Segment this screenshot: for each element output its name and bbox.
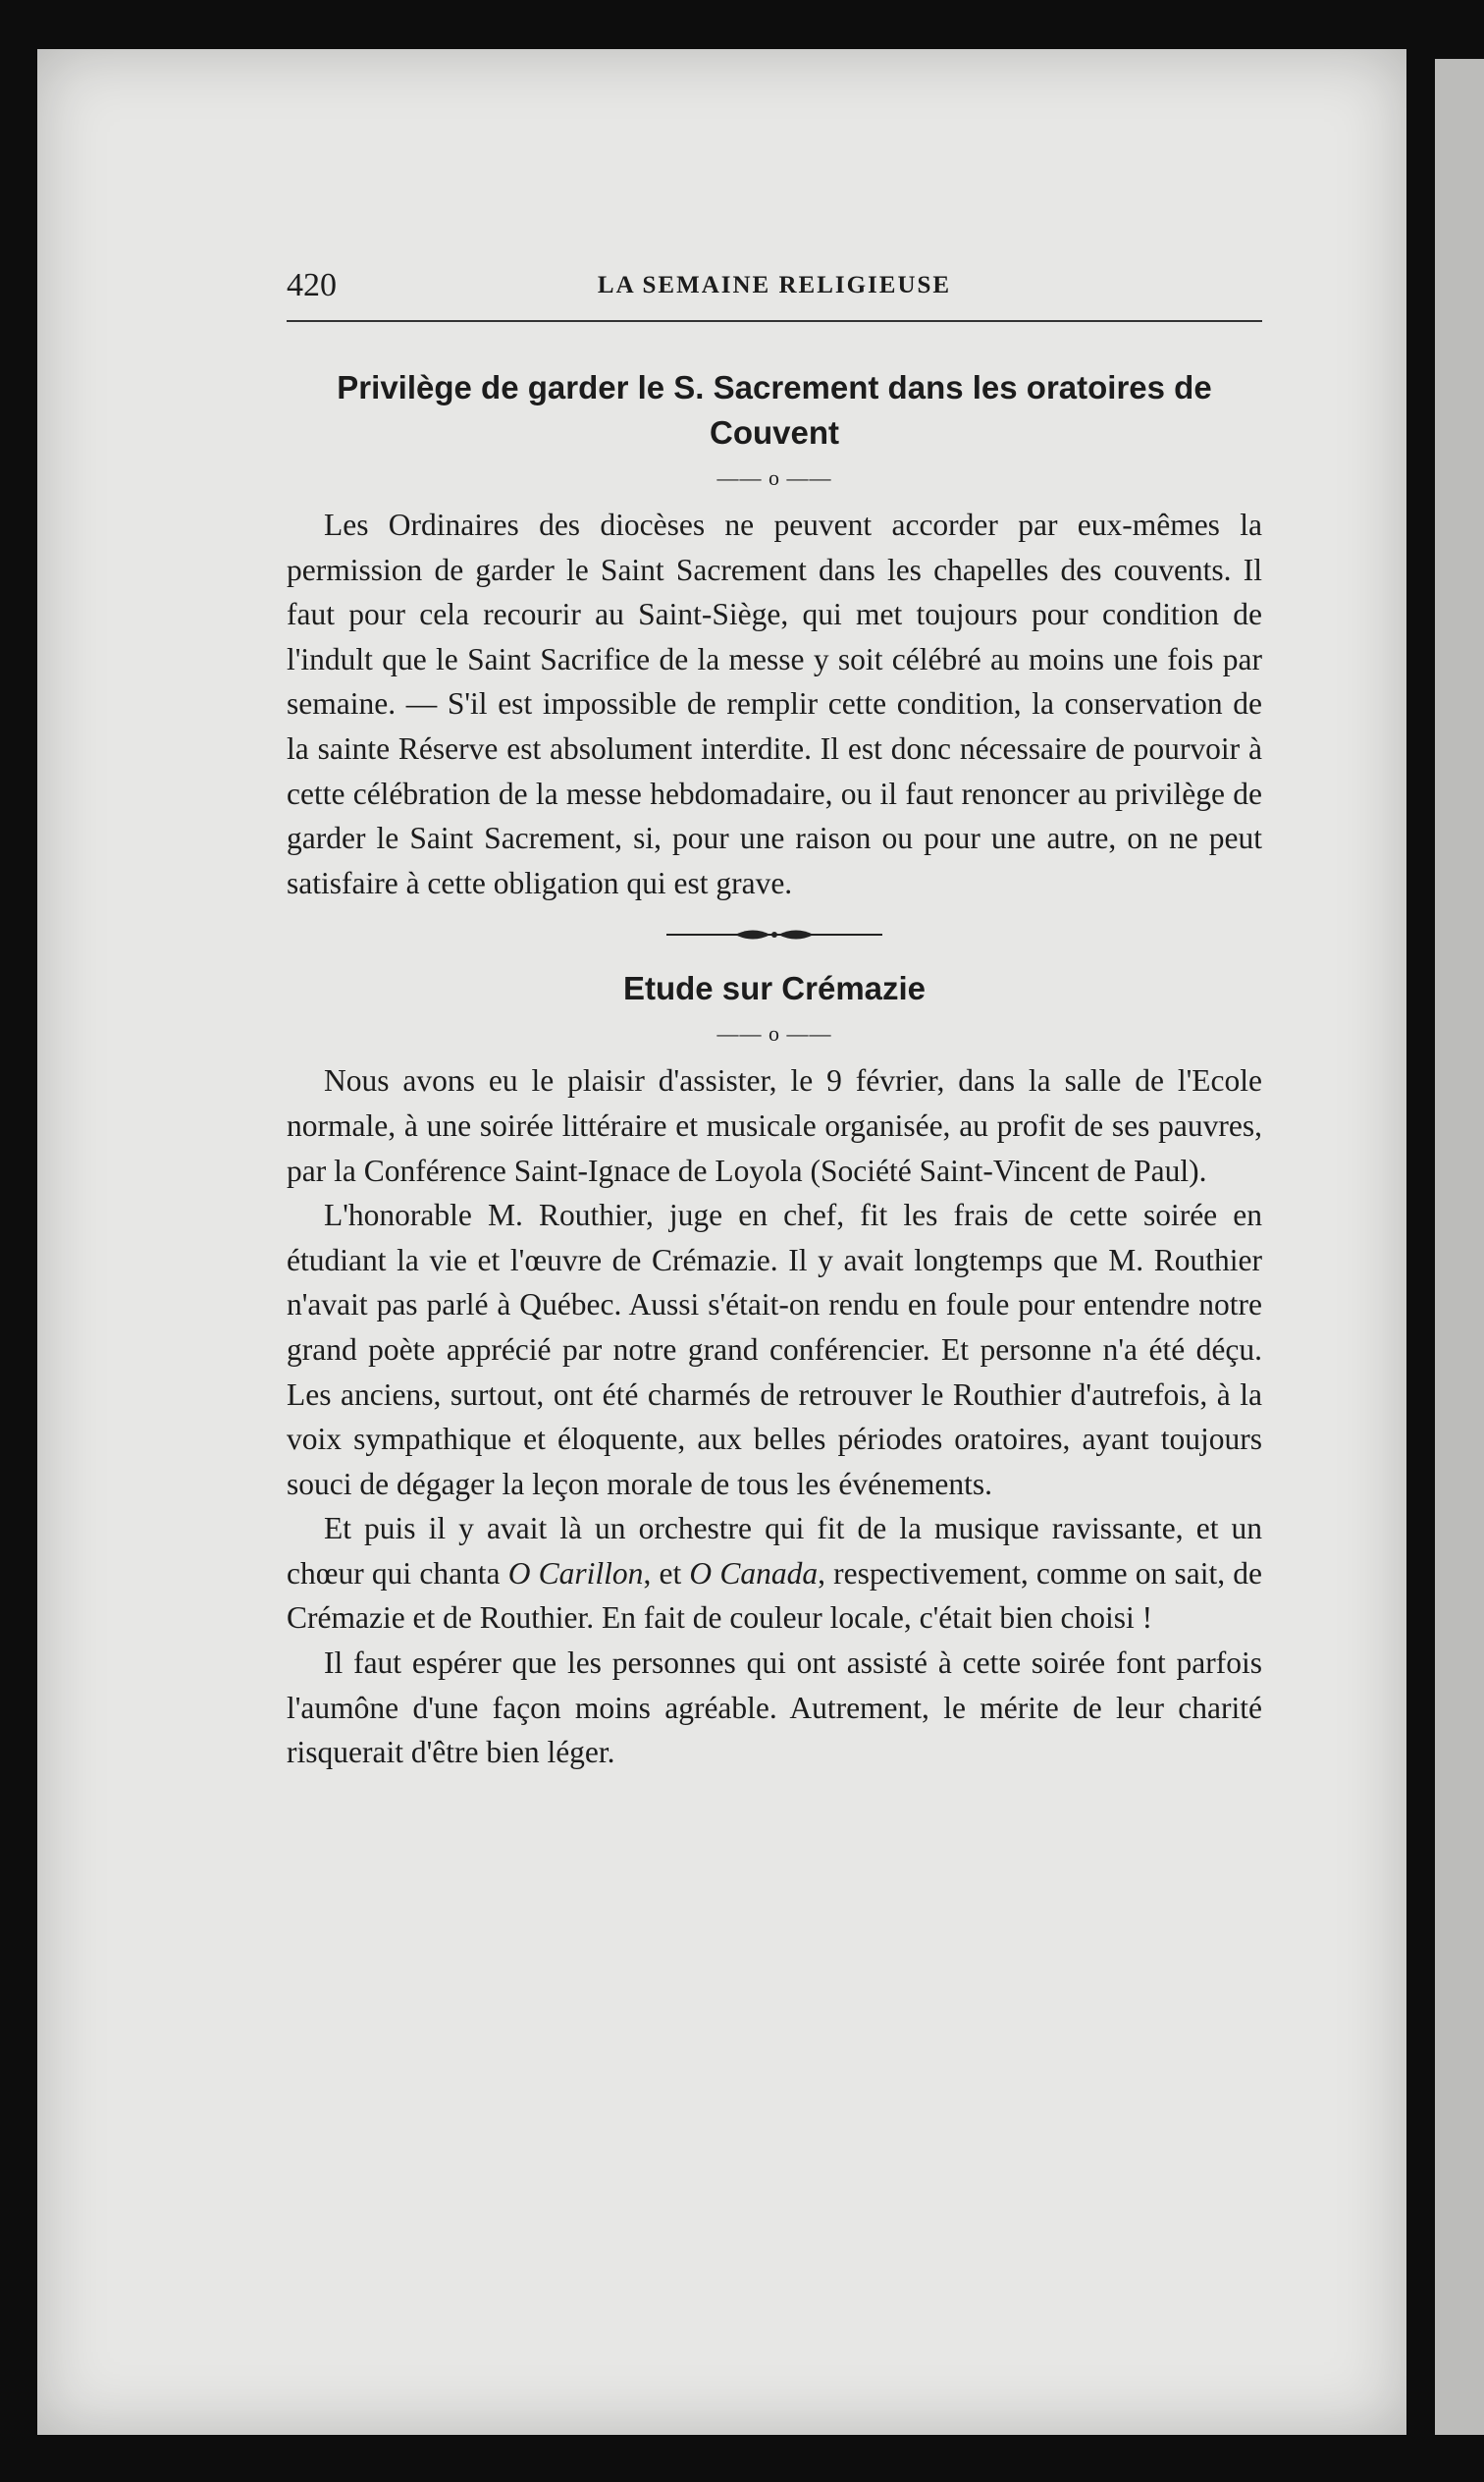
article1-paragraph: Les Ordinaires des diocèses ne peuvent accorder par eux-mêmes la permission de garder le Saint Sacrement dans les chapelles des couvents. Il faut pour cela recourir au Saint-Siège, qui met toujours pour condition de l'indult que le Saint Sacrifice de la messe y soit célébré au moins une fois par semaine. — S'il est impossible de remplir cette condition, la conservation de la sainte Réserve est absolument interdite. Il est donc nécessaire de pourvoir à cette célébration de la messe hebdomadaire, ou il faut renoncer au privilège de garder le Saint Sacrement, si, pour une raison ou pour une autre, on ne peut satisfaire à cette obligation qui est grave. [287, 508, 1262, 900]
article2-paragraph-3 [287, 1506, 1262, 1641]
article2-title: Etude sur Crémazie [622, 970, 927, 1007]
p3-text-3: , respectivement, comme on sait, de Crémazie et de Routhier. En fait de couleur locale, c'était bien choisi ! [287, 1555, 1263, 1636]
song-title-o-canada: O Canada [689, 1555, 819, 1591]
journal-title: LA SEMAINE RELIGIEUSE [597, 272, 952, 298]
article2-paragraph-4: Il faut espérer que les personnes qui ont assisté à cette soirée font parfois l'aumône d'une façon moins agréable. Autrement, le mérite de leur charité risquerait d'être bien léger. [287, 1646, 1262, 1770]
page-text-block [287, 257, 1262, 1775]
p3-text-1: Et puis il y avait là un orchestre qui fit de la musique ravissante, et un chœur qui chanta [287, 1511, 1262, 1591]
p3-text-2: , et [643, 1555, 690, 1591]
ornamental-divider-icon [666, 925, 882, 944]
running-head [287, 257, 1262, 314]
song-title-o-carillon: O Carillon [507, 1555, 644, 1591]
article1-separator: —— o —— [716, 465, 832, 490]
header-rule [287, 320, 1262, 322]
article1-title: Privilège de garder le S. Sacrement dans les oratoires de Couvent [337, 369, 1212, 451]
adjacent-page-edge [1435, 59, 1484, 2435]
article2-paragraph-1: Nous avons eu le plaisir d'assister, le 9 février, dans la salle de l'Ecole normale, à une soirée littéraire et musicale organisée, au profit de ses pauvres, par la Conférence Saint-Ignace de Loyola (Société Saint-Vincent de Paul). [287, 1063, 1262, 1188]
article2-separator: —— o —— [716, 1021, 832, 1047]
article2-paragraph-2: L'honorable M. Routhier, juge en chef, fit les frais de cette soirée en étudiant la vie et l'œuvre de Crémazie. Il y avait longtemps que M. Routhier n'avait pas parlé à Québec. Aussi s'était-on rendu en foule pour entendre notre grand poète apprécié par notre grand conférencier. Et personne n'a été déçu. Les anciens, surtout, ont été charmés de retrouver le Routhier d'autrefois, à la voix sympathique et éloquente, aux belles périodes oratoires, ayant toujours souci de dégager la leçon morale de tous les événements. [287, 1198, 1262, 1501]
page-number: 420 [287, 267, 337, 303]
